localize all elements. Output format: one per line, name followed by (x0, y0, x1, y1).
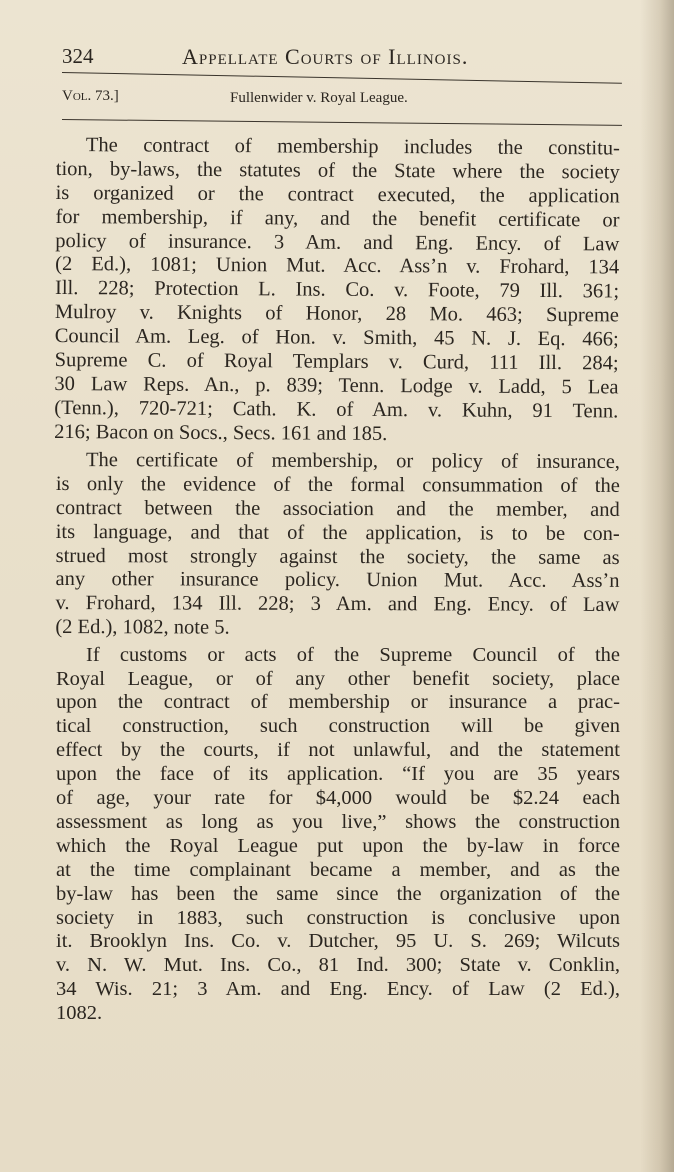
text-line: The certificate of membership, or policy of insurance, (85, 448, 620, 473)
text-line: which the Royal League put upon the by-law in force (56, 834, 620, 857)
text-line: for membership, if any, and the benefit certificate or (55, 205, 620, 232)
text-line: 34 Wis. 21; 3 Am. and Eng. Ency. of Law (2 Ed.), (56, 978, 620, 1001)
text-line: strued most strongly against the society, the same as (55, 544, 620, 569)
paragraph-certificate-of-membership (55, 449, 620, 642)
text-line: upon the contract of membership or insurance a prac- (56, 691, 620, 714)
text-line: The contract of membership includes the constitu- (85, 134, 620, 160)
page-number: 324 (62, 44, 94, 68)
text-line: policy of insurance. 3 Am. and Eng. Ency. of Law (55, 229, 620, 256)
text-line: (2 Ed.), 1082, note 5. (55, 615, 230, 639)
text-line: any other insurance policy. Union Mut. Acc. Ass’n (55, 568, 620, 592)
text-line: of age, your rate for $4,000 would be $2.24 each (56, 787, 620, 810)
text-line: is only the evidence of the formal consummation of the (55, 472, 620, 497)
text-line: Royal League, or of any other benefit society, place (56, 667, 620, 690)
text-line: 30 Law Reps. An., p. 839; Tenn. Lodge v. Ladd, 5 Lea (54, 372, 619, 399)
paragraph-contract-of-membership (54, 134, 620, 448)
text-line: is organized or the contract executed, the application (55, 181, 620, 208)
paragraph-customs-and-acts (56, 644, 620, 1026)
text-line: assessment as long as you live,” shows the construction (56, 810, 620, 833)
running-head (62, 34, 622, 74)
case-title: Fullenwider v. Royal League. (230, 90, 408, 106)
text-line: contract between the association and the member, and (55, 496, 620, 521)
case-head (62, 88, 622, 112)
text-line: If customs or acts of the Supreme Council of the (86, 643, 620, 666)
text-line: v. Frohard, 134 Ill. 228; 3 Am. and Eng. Ency. of Law (55, 591, 620, 616)
text-line: v. N. W. Mut. Ins. Co., 81 Ind. 300; State v. Conklin, (56, 954, 620, 977)
text-line: it. Brooklyn Ins. Co. v. Dutcher, 95 U. S. 269; Wilcuts (56, 930, 620, 953)
volume-label: Vol. 73.] (62, 88, 119, 104)
text-line: upon the face of its application. “If you are 35 years (56, 763, 620, 786)
text-line: (2 Ed.), 1081; Union Mut. Acc. Ass’n v. Frohard, 134 (55, 253, 620, 279)
text-line: Mulroy v. Knights of Honor, 28 Mo. 463; Supreme (54, 301, 619, 327)
text-line: its language, and that of the application, is to be con- (55, 520, 620, 545)
text-line: society in 1883, such construction is conclusive upon (56, 906, 620, 929)
header-rule-bottom (62, 119, 622, 126)
text-line: Ill. 228; Protection L. Ins. Co. v. Foote, 79 Ill. 361; (54, 277, 620, 303)
text-line: 1082. (56, 1002, 103, 1025)
book-title: Appellate Courts of Illinois. (182, 44, 469, 69)
text-line: (Tenn.), 720-721; Cath. K. of Am. v. Kuhn, 91 Tenn. (54, 396, 619, 423)
text-line: tical construction, such construction will be given (56, 715, 620, 738)
body-text (56, 134, 620, 1030)
text-line: Supreme C. of Royal Templars v. Curd, 111 Ill. 284; (54, 349, 619, 375)
text-line: tion, by-laws, the statutes of the State where the society (55, 157, 620, 184)
text-line: Council Am. Leg. of Hon. v. Smith, 45 N. J. Eq. 466; (54, 325, 619, 351)
text-line: by-law has been the same since the organization of the (56, 882, 620, 905)
text-line: effect by the courts, if not unlawful, and the statement (56, 739, 620, 762)
text-line: at the time complainant became a member, and as the (56, 858, 620, 881)
text-line: 216; Bacon on Socs., Secs. 161 and 185. (54, 420, 388, 445)
